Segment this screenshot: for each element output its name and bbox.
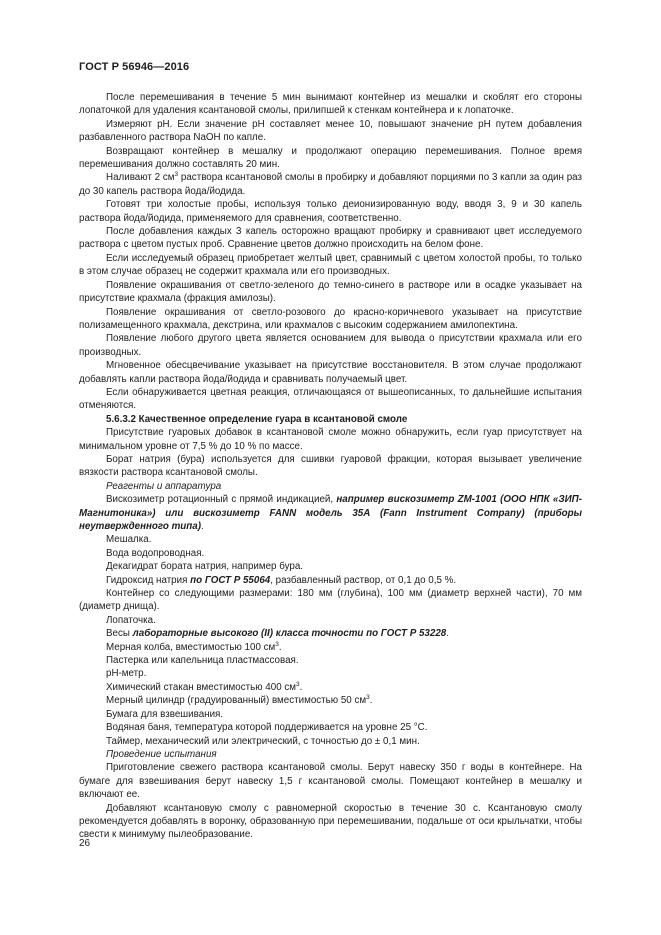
text-run: Гидроксид натрия (106, 574, 191, 586)
text-run: Мерный цилиндр (градуированный) вместимостью 50 см (106, 695, 367, 707)
paragraph: Если исследуемый образец приобретает желтый цвет, сравнимый с цветом холостой пробы, то только в этом случае образец не содержит крахмала или его производных. (79, 252, 582, 278)
paragraph: Присутствие гуаровых добавок в ксантановой смоле можно обнаружить, если гуар присутствует на минимальном уровне от 7,5 % до 10 % по массе. (79, 427, 582, 452)
text-run: . (299, 681, 303, 693)
subsection-title: Реагенты и аппаратура (106, 480, 222, 492)
emphasis-text: например вискозиметр ZM-1001 (ООО НПК «ЗИП-Магнитоника») или вискозиметр FANN модель 35А (Fann Instrument Company) (приборы неутвержденного типа) (79, 494, 582, 532)
paragraph: После перемешивания в течение 5 мин вынимают контейнер из мешалки и скоблят его стороны лопаточкой для удаления ксантановой смолы, прилипшей к стенкам контейнера и к лопаточке. (79, 92, 582, 117)
list-item (79, 641, 582, 654)
section-heading: 5.6.3.2 Качественное определение гуара в ксантановой смоле (106, 413, 408, 425)
superscript: 3 (296, 680, 300, 688)
list-item: Мешалка. (106, 534, 152, 546)
list-item: pH-метр. (106, 668, 147, 680)
list-item: Лопаточка. (106, 614, 156, 626)
text-run: Мерная колба, вместимостью 100 см (106, 641, 276, 653)
paragraph: Возвращают контейнер в мешалку и продолжают операцию перемешивания. Полное время перемешивания должно составлять 20 мин. (79, 145, 582, 171)
paragraph: Измеряют pH. Если значение pH составляет менее 10, повышают значение pH путем добавления разбавленного раствора NaOH по капле. (79, 118, 582, 144)
list-item: Контейнер со следующими размерами: 180 мм (глубина), 100 мм (диаметр верхней части), 70 мм (диаметр днища). (79, 588, 582, 613)
subsection-title: Проведение испытания (106, 748, 217, 760)
list-item: Пастерка или капельница пластмассовая. (106, 655, 299, 667)
page-number: 26 (79, 838, 91, 849)
list-item (79, 627, 582, 640)
paragraph: Если обнаруживается цветная реакция, отличающаяся от вышеописанных, то дальнейшие испытания отменяются. (79, 386, 582, 412)
text-run: . (369, 695, 373, 707)
paragraph: После добавления каждых 3 капель осторожно вращают пробирку и сравнивают цвет исследуемого раствора с цветом пустых проб. Сравнение цветов должно происходить на белом фоне. (79, 226, 582, 251)
emphasis-text: по ГОСТ Р 55064 (190, 574, 271, 586)
text-run: Наливают 2 см (106, 172, 175, 184)
list-item (79, 694, 582, 707)
document-header: ГОСТ Р 56946—2016 (79, 61, 190, 73)
text-run: . (201, 521, 204, 532)
paragraph: Появление любого другого цвета является основанием для вывода о присутствии крахмала или его производных. (79, 333, 582, 358)
paragraph: Мгновенное обесцвечивание указывает на присутствие восстановителя. В этом случае продолжают добавлять капли раствора йода/йодида и сравнивать получаемый цвет. (79, 360, 582, 385)
superscript: 3 (366, 694, 370, 702)
paragraph: Борат натрия (бура) используется для сшивки гуаровой фракции, которая вызывает увеличение вязкости раствора ксантановой смолы. (79, 453, 582, 479)
paragraph (79, 493, 582, 533)
text-run: . (278, 641, 282, 653)
superscript: 3 (174, 171, 179, 179)
text-run: раствора ксантановой смолы в пробирку и добавляют порциями по 3 капли за один раз до 30 капель раствора йода/йодида. (79, 172, 582, 197)
text-run: Вискозиметр ротационный с прямой индикацией, (106, 494, 337, 506)
list-item: Водяная баня, температура которой поддерживается на уровне 25 °С. (106, 722, 428, 734)
paragraph: Появление окрашивания от светло-розового до красно-коричневого указывает на присутствие полизамещенного крахмала, декстрина, или крахмалов с высоким содержанием амилопектина. (79, 306, 582, 331)
list-item: Вода водопроводная. (106, 547, 205, 559)
paragraph: Появление окрашивания от светло-зеленого до темно-синего в растворе или в осадке указывает на присутствие крахмала (фракция амилозы). (79, 279, 582, 305)
superscript: 3 (275, 640, 279, 648)
list-item: Таймер, механический или электрический, с точностью до ± 0,1 мин. (106, 735, 420, 747)
paragraph: Готовят три холостые пробы, используя только деионизированную воду, вводя 3, 9 и 30 капель раствора йода/йодида, применяемого для сравнения, соответственно. (79, 199, 582, 224)
text-run: . (446, 628, 449, 640)
text-run: Весы (106, 628, 133, 640)
list-item (79, 681, 582, 694)
paragraph: Приготовление свежего раствора ксантановой смолы. Берут навеску 350 г воды в контейнере. На бумаге для взвешивания берут навеску 1,5 г ксантановой смолы. Помещают контейнер в мешалку и включают ее. (79, 762, 582, 801)
text-run: Химический стакан вместимостью 400 см (106, 681, 297, 693)
list-item: Бумага для взвешивания. (106, 708, 224, 720)
emphasis-text: лабораторные высокого (II) класса точности по ГОСТ Р 53228 (132, 628, 447, 640)
paragraph (79, 171, 582, 198)
list-item: Декагидрат бората натрия, например бура. (106, 561, 304, 573)
text-run: , разбавленный раствор, от 0,1 до 0,5 %. (270, 574, 457, 586)
paragraph: Добавляют ксантановую смолу с равномерной скоростью в течение 30 с. Ксантановую смолу рекомендуется добавлять в воронку, образованную при перемешивании, подальше от оси крыльчатки, чтобы свести к минимуму пылеобразование. (79, 802, 582, 841)
page-body (79, 91, 582, 842)
list-item (79, 574, 582, 587)
